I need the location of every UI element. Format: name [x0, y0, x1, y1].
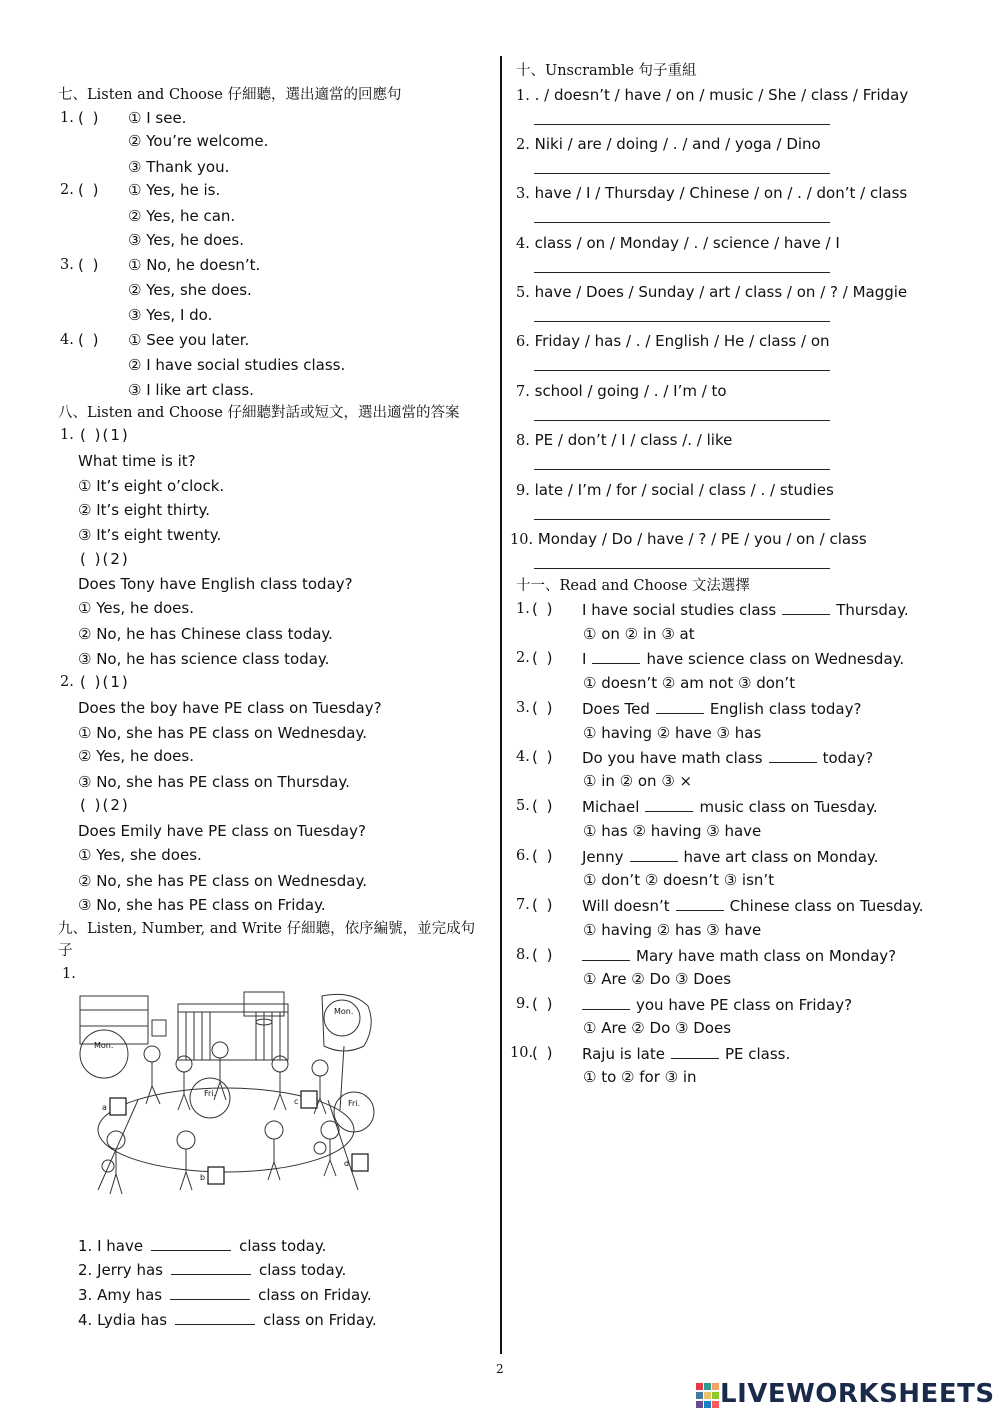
blank: [676, 896, 724, 911]
grammar-options: ① Are ② Do ③ Does: [583, 970, 732, 988]
q-pre: I: [582, 650, 587, 668]
unscramble-item: [516, 382, 727, 401]
grammar-question: [582, 1044, 790, 1063]
q-pre: Do you have math class: [582, 749, 763, 767]
option: ③ I like art class.: [128, 381, 254, 399]
option: ③ No, she has PE class on Thursday.: [78, 773, 350, 791]
answer-paren[interactable]: ( ): [78, 256, 101, 274]
fill-sentence: [78, 1285, 372, 1304]
option: ② Yes, he can.: [128, 207, 236, 225]
question-number: 10.: [510, 1045, 534, 1061]
grammar-question: [582, 995, 852, 1014]
answer-paren[interactable]: ( )(2): [80, 550, 130, 568]
answer-paren[interactable]: ( ): [532, 946, 555, 964]
unscramble-words: have / I / Thursday / Chinese / on / . / don’t / class: [534, 184, 908, 202]
option: ③ Yes, he does.: [128, 231, 244, 249]
unscramble-words: class / on / Monday / . / science / have / I: [534, 234, 840, 252]
label-c: c: [294, 1097, 299, 1106]
q-post: music class on Tuesday.: [699, 798, 878, 816]
option: ② It’s eight thirty.: [78, 501, 211, 519]
grammar-options: ① in ② on ③ ×: [583, 772, 693, 790]
grammar-options: ① on ② in ③ at: [583, 625, 695, 643]
grammar-options: ① to ② for ③ in: [583, 1068, 697, 1086]
q-post: have art class on Monday.: [683, 848, 879, 866]
fill-sentence: [78, 1260, 346, 1279]
answer-paren[interactable]: ( ): [532, 1044, 555, 1062]
answer-box-a[interactable]: [110, 1098, 126, 1115]
q-post: have science class on Wednesday.: [646, 650, 905, 668]
label-fri-1: Fri.: [204, 1089, 217, 1098]
grammar-question: [582, 649, 904, 668]
question-number: 10.: [510, 532, 534, 548]
question-number: 8.: [516, 947, 530, 963]
q-post: you have PE class on Friday?: [636, 996, 853, 1014]
question-text: Does the boy have PE class on Tuesday?: [78, 699, 382, 717]
answer-paren[interactable]: ( ): [532, 699, 555, 717]
answer-line[interactable]: [534, 370, 830, 371]
label-fri-2: Fri.: [348, 1099, 361, 1108]
q-post: Chinese class on Tuesday.: [729, 897, 924, 915]
fill-post: class on Friday.: [263, 1311, 377, 1329]
question-number: 6.: [516, 848, 530, 864]
fill-sentence: [78, 1236, 326, 1255]
question-number: 2.: [516, 137, 530, 153]
question-text: Does Emily have PE class on Tuesday?: [78, 822, 366, 840]
unscramble-item: [516, 332, 830, 351]
answer-paren[interactable]: ( ): [532, 797, 555, 815]
option: ① Yes, he is.: [128, 181, 221, 199]
answer-paren[interactable]: ( ): [532, 649, 555, 667]
blank: [656, 699, 704, 714]
page-number: 2: [496, 1362, 504, 1376]
question-number: 4.: [516, 236, 530, 252]
option: ③ It’s eight twenty.: [78, 526, 222, 544]
answer-line[interactable]: [534, 568, 830, 569]
question-number: 3.: [516, 186, 530, 202]
option: ① Yes, she does.: [78, 846, 202, 864]
fill-blank[interactable]: [171, 1260, 251, 1275]
option: ③ No, he has science class today.: [78, 650, 330, 668]
q-post: today?: [822, 749, 874, 767]
unscramble-item: [516, 135, 821, 154]
unscramble-item: [510, 530, 867, 549]
blank: [630, 847, 678, 862]
option: ② Yes, she does.: [128, 281, 252, 299]
unscramble-words: school / going / . / I’m / to: [534, 382, 727, 400]
answer-paren[interactable]: ( )(2): [80, 796, 130, 814]
fill-blank[interactable]: [175, 1310, 255, 1325]
section-9-heading: 九、Listen, Number, and Write 仔細聽，依序編號，並完成句: [58, 921, 476, 937]
answer-paren[interactable]: ( ): [532, 847, 555, 865]
answer-paren[interactable]: ( ): [78, 181, 101, 199]
q-pre: Jenny: [582, 848, 624, 866]
grammar-options: ① having ② have ③ has: [583, 724, 762, 742]
question-number: 5.: [516, 285, 530, 301]
section-9-heading-cont: 子: [58, 943, 73, 959]
column-divider: [500, 56, 502, 1354]
unscramble-words: have / Does / Sunday / art / class / on / ? / Maggie: [534, 283, 908, 301]
q-post: English class today?: [709, 700, 862, 718]
fill-post: class today.: [258, 1261, 347, 1279]
option: ③ No, she has PE class on Friday.: [78, 896, 326, 914]
unscramble-item: [516, 86, 908, 105]
question-number: 1.: [60, 110, 74, 126]
question-number: 2.: [516, 650, 530, 666]
fill-sentence: [78, 1310, 377, 1329]
fill-pre: 3. Amy has: [78, 1286, 163, 1304]
grammar-question: [582, 699, 861, 718]
q-pre: I have social studies class: [582, 601, 777, 619]
blank: [582, 995, 630, 1010]
answer-line[interactable]: [534, 272, 830, 273]
answer-paren[interactable]: ( ): [532, 600, 555, 618]
blank: [671, 1044, 719, 1059]
answer-paren[interactable]: ( ): [532, 748, 555, 766]
question-number: 7.: [516, 384, 530, 400]
section-7-heading: 七、Listen and Choose 仔細聽，選出適當的回應句: [58, 87, 402, 103]
option: ① No, he doesn’t.: [128, 256, 261, 274]
label-d: d: [344, 1159, 350, 1168]
question-number: 5.: [516, 798, 530, 814]
q-pre: Will doesn’t: [582, 897, 670, 915]
grammar-question: [582, 748, 873, 767]
answer-paren[interactable]: ( ): [78, 331, 101, 349]
answer-line[interactable]: [534, 420, 830, 421]
blank: [592, 649, 640, 664]
blank: [582, 946, 630, 961]
grammar-options: ① doesn’t ② am not ③ don’t: [583, 674, 796, 692]
label-mon-2: Mon.: [334, 1007, 354, 1016]
fill-blank[interactable]: [170, 1285, 250, 1300]
grammar-question: [582, 847, 878, 866]
option: ① No, she has PE class on Wednesday.: [78, 724, 367, 742]
question-number: 1.: [62, 966, 76, 982]
answer-paren[interactable]: ( )(1): [80, 426, 130, 444]
fill-blank[interactable]: [151, 1236, 231, 1251]
unscramble-item: [516, 481, 834, 500]
option: ② No, she has PE class on Wednesday.: [78, 872, 367, 890]
q-post: Thursday.: [836, 601, 909, 619]
unscramble-item: [516, 431, 732, 450]
question-number: 4.: [516, 749, 530, 765]
answer-paren[interactable]: ( ): [78, 109, 101, 127]
answer-line[interactable]: [534, 469, 830, 470]
question-number: 8.: [516, 433, 530, 449]
liveworksheets-logo-icon: [696, 1383, 720, 1409]
grammar-question: [582, 946, 896, 965]
unscramble-words: . / doesn’t / have / on / music / She / class / Friday: [534, 86, 909, 104]
question-number: 2.: [60, 182, 74, 198]
fill-pre: 2. Jerry has: [78, 1261, 163, 1279]
option: ① Yes, he does.: [78, 599, 194, 617]
option: ③ Yes, I do.: [128, 306, 213, 324]
schoolyard-illustration: [78, 990, 376, 1200]
unscramble-words: Niki / are / doing / . / and / yoga / Dino: [534, 135, 821, 153]
question-number: 4.: [60, 332, 74, 348]
fill-pre: 1. I have: [78, 1237, 144, 1255]
question-number: 9.: [516, 996, 530, 1012]
q-post: Mary have math class on Monday?: [636, 947, 897, 965]
q-pre: Does Ted: [582, 700, 650, 718]
q-post: PE class.: [724, 1045, 791, 1063]
q-pre: Raju is late: [582, 1045, 665, 1063]
answer-paren[interactable]: ( ): [532, 995, 555, 1013]
question-number: 6.: [516, 334, 530, 350]
question-text: Does Tony have English class today?: [78, 575, 353, 593]
question-number: 1.: [516, 88, 530, 104]
answer-box-c[interactable]: [301, 1091, 317, 1108]
fill-post: class today.: [239, 1237, 327, 1255]
question-number: 3.: [60, 257, 74, 273]
grammar-question: [582, 600, 909, 619]
option: ② You’re welcome.: [128, 132, 269, 150]
unscramble-words: PE / don’t / I / class /. / like: [534, 431, 733, 449]
grammar-options: ① don’t ② doesn’t ③ isn’t: [583, 871, 775, 889]
grammar-options: ① having ② has ③ have: [583, 921, 762, 939]
grammar-question: [582, 896, 923, 915]
label-mon-1: Mon.: [94, 1041, 114, 1050]
option: ② Yes, he does.: [78, 747, 194, 765]
unscramble-words: Friday / has / . / English / He / class / on: [534, 332, 830, 350]
option: ① It’s eight o’clock.: [78, 477, 225, 495]
question-number: 7.: [516, 897, 530, 913]
unscramble-item: [516, 283, 907, 302]
answer-line[interactable]: [534, 173, 830, 174]
section-10-heading: 十、Unscramble 句子重組: [516, 63, 697, 79]
answer-box-b[interactable]: [208, 1167, 224, 1184]
question-number: 3.: [516, 700, 530, 716]
grammar-options: ① has ② having ③ have: [583, 822, 762, 840]
option: ② No, he has Chinese class today.: [78, 625, 333, 643]
brand-name: LIVEWORKSHEETS: [720, 1379, 995, 1409]
q-pre: Michael: [582, 798, 640, 816]
label-b: b: [200, 1173, 206, 1182]
answer-line[interactable]: [534, 321, 830, 322]
unscramble-item: [516, 184, 907, 203]
option: ① See you later.: [128, 331, 250, 349]
blank: [769, 748, 817, 763]
question-number: 1.: [60, 427, 74, 443]
answer-line[interactable]: [534, 222, 830, 223]
label-a: a: [102, 1103, 107, 1112]
option: ③ Thank you.: [128, 158, 230, 176]
question-number: 9.: [516, 483, 530, 499]
unscramble-words: late / I’m / for / social / class / . / studies: [534, 481, 834, 499]
grammar-options: ① Are ② Do ③ Does: [583, 1019, 732, 1037]
question-number: 2.: [60, 674, 74, 690]
question-text: What time is it?: [78, 452, 196, 470]
section-8-heading: 八、Listen and Choose 仔細聽對話或短文，選出適當的答案: [58, 405, 460, 421]
section-11-heading: 十一、Read and Choose 文法選擇: [516, 578, 750, 594]
question-number: 1.: [516, 601, 530, 617]
fill-pre: 4. Lydia has: [78, 1311, 168, 1329]
answer-paren[interactable]: ( ): [532, 896, 555, 914]
answer-line[interactable]: [534, 519, 830, 520]
blank: [645, 797, 693, 812]
option: ② I have social studies class.: [128, 356, 346, 374]
answer-line[interactable]: [534, 124, 830, 125]
blank: [782, 600, 830, 615]
unscramble-item: [516, 234, 840, 253]
option: ① I see.: [128, 109, 187, 127]
answer-paren[interactable]: ( )(1): [80, 673, 130, 691]
fill-post: class on Friday.: [258, 1286, 372, 1304]
grammar-question: [582, 797, 878, 816]
unscramble-words: Monday / Do / have / ? / PE / you / on / class: [537, 530, 867, 548]
answer-box-d[interactable]: [352, 1154, 368, 1171]
